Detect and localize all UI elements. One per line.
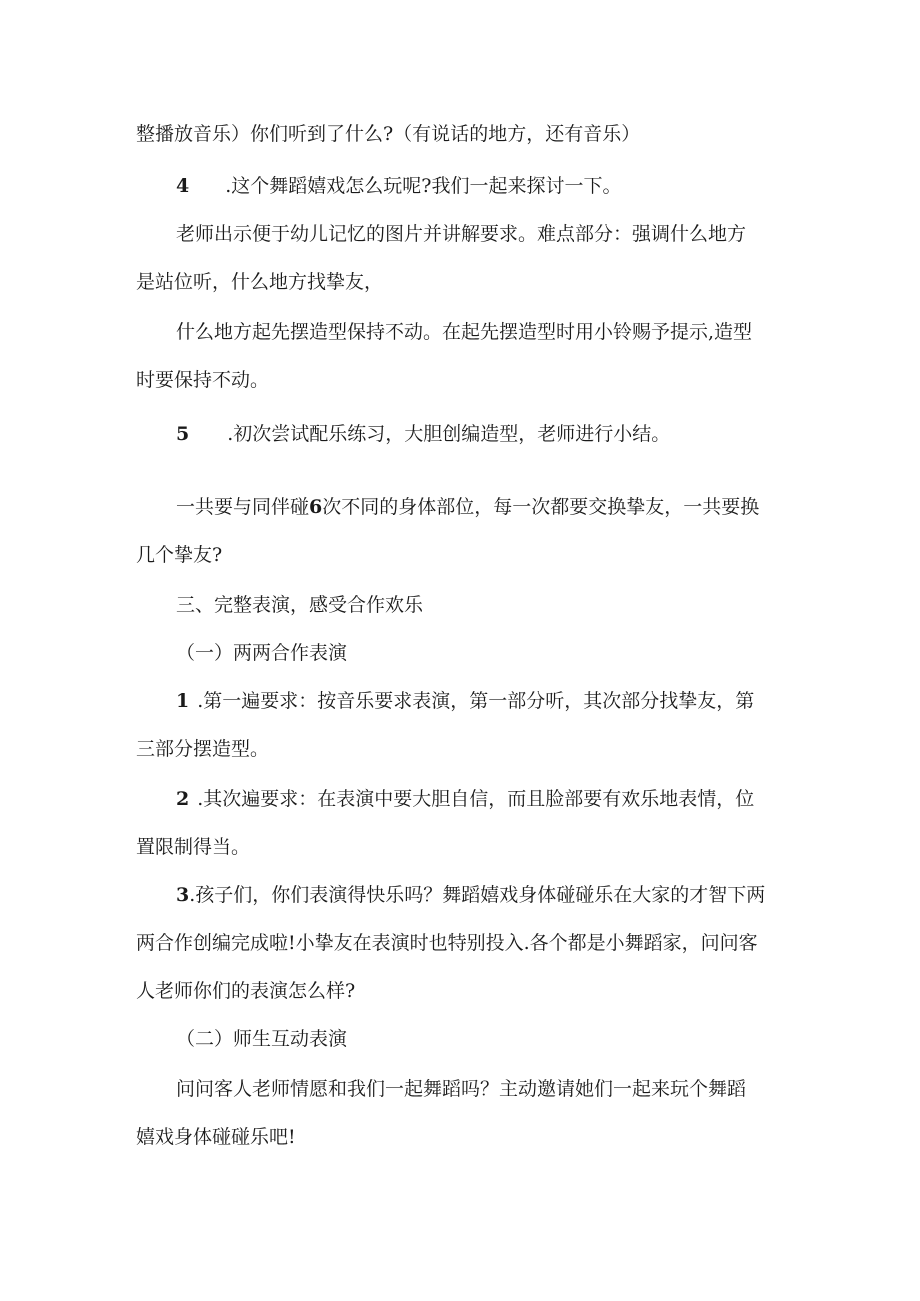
numbered-item-3: 3.孩子们，你们表演得快乐吗？舞蹈嬉戏身体碰碰乐在大家的才智下两 — [176, 884, 766, 906]
paragraph-line: 一共要与同伴碰6次不同的身体部位，每一次都要交换挚友，一共要换 — [176, 496, 760, 518]
item-number: 3 — [176, 884, 190, 906]
numbered-item-4: 4 .这个舞蹈嬉戏怎么玩呢?我们一起来探讨一下。 — [176, 175, 622, 197]
numbered-item-5: 5 .初次尝试配乐练习，大胆创编造型，老师进行小结。 — [176, 423, 671, 445]
paragraph-line: 置限制得当。 — [136, 836, 251, 858]
item-number: 1 — [176, 690, 190, 712]
paragraph-line: 什么地方起先摆造型保持不动。在起先摆造型时用小铃赐予提示,造型 — [176, 321, 753, 343]
item-number: 4 — [176, 175, 190, 197]
numbered-item-2: 2 .其次遍要求：在表演中要大胆自信，而且脸部要有欢乐地表情，位 — [176, 788, 755, 810]
paragraph-line: 老师出示便于幼儿记忆的图片并讲解要求。难点部分：强调什么地方 — [176, 223, 747, 245]
paragraph-line: 嬉戏身体碰碰乐吧! — [136, 1126, 296, 1148]
paragraph-line: 人老师你们的表演怎么样? — [136, 980, 356, 1002]
section-heading: 三、完整表演，感受合作欢乐 — [176, 594, 424, 616]
paragraph-line: 是站位听，什么地方找挚友， — [136, 271, 384, 293]
paragraph-line: 时要保持不动。 — [136, 369, 270, 391]
paragraph-line: 两合作创编完成啦!小挚友在表演时也特别投入.各个都是小舞蹈家，问问客 — [136, 932, 758, 954]
item-number: 2 — [176, 788, 190, 810]
paragraph-line: 问问客人老师情愿和我们一起舞蹈吗？主动邀请她们一起来玩个舞蹈 — [176, 1078, 747, 1100]
numbered-item-1: 1 .第一遍要求：按音乐要求表演，第一部分听，其次部分找挚友，第 — [176, 690, 755, 712]
subsection-heading: （一）两两合作表演 — [176, 642, 348, 664]
paragraph-line: 整播放音乐）你们听到了什么?（有说话的地方，还有音乐） — [136, 123, 641, 145]
paragraph-line: 几个挚友? — [136, 544, 223, 566]
subsection-heading: （二）师生互动表演 — [176, 1028, 348, 1050]
paragraph-line: 三部分摆造型。 — [136, 738, 270, 760]
item-number: 5 — [176, 423, 190, 445]
